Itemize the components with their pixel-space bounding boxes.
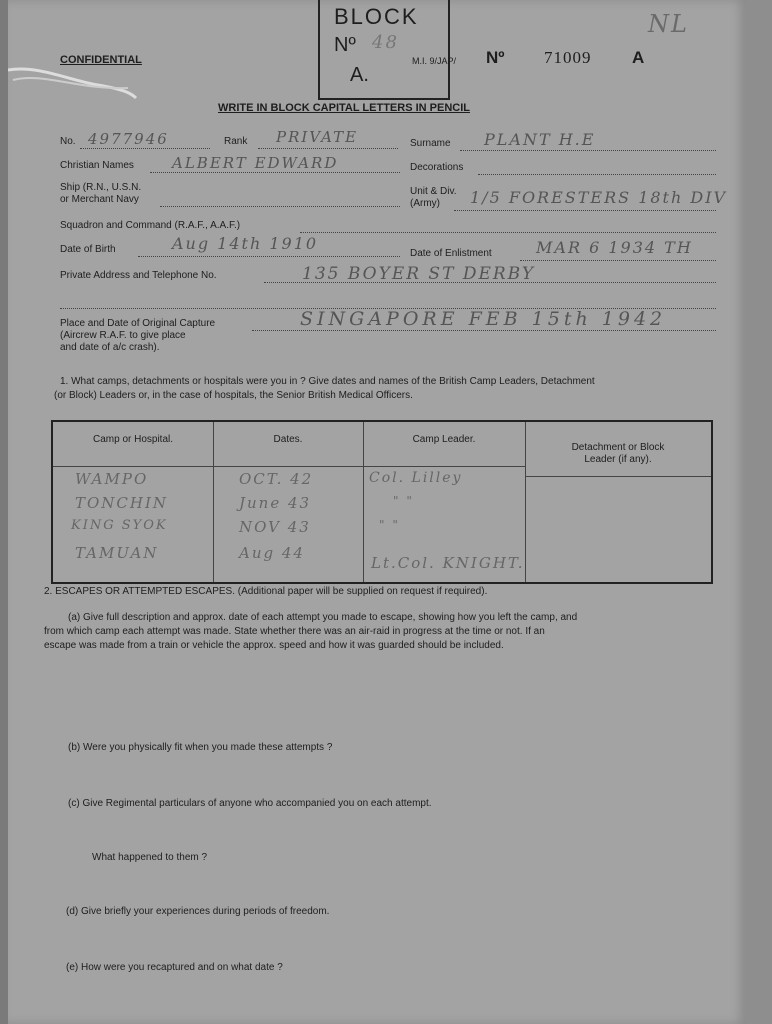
stamp-line2: Nº	[334, 34, 356, 56]
decorations-label: Decorations	[410, 162, 464, 173]
q1-line2: (or Block) Leaders or, in the case of hospitals, the Senior British Medical Officers.	[54, 390, 413, 401]
enlistment-label: Date of Enlistment	[410, 248, 492, 259]
christian-names-value: ALBERT EDWARD	[172, 154, 339, 172]
dob-label: Date of Birth	[60, 244, 116, 255]
address-label: Private Address and Telephone No.	[60, 270, 217, 281]
q2-a-line2: from which camp each attempt was made. State whether there was an air-raid in progress at the time or not. If an	[44, 626, 545, 637]
string-tie	[8, 60, 138, 100]
table-row-3-leader: " "	[379, 518, 400, 532]
table-row-2-camp: TONCHIN	[75, 494, 169, 512]
corner-handwritten-mark: NL	[648, 10, 689, 38]
q2-e: (e) How were you recaptured and on what date ?	[66, 962, 283, 973]
q2-c-followup: What happened to them ?	[92, 852, 208, 863]
pencil-instruction: WRITE IN BLOCK CAPITAL LETTERS IN PENCIL	[218, 102, 470, 114]
q2-d: (d) Give briefly your experiences during periods of freedom.	[66, 906, 330, 917]
q1-line1: 1. What camps, detachments or hospitals were you in ? Give dates and names of the British Camp Leaders, Detachment	[60, 376, 595, 387]
table-row-2-date: June 43	[239, 494, 312, 512]
enlistment-value: MAR 6 1934 TH	[536, 238, 693, 257]
table-row-4-leader: Lt.Col. KNIGHT.	[371, 554, 525, 572]
q2-b: (b) Were you physically fit when you made these attempts ?	[68, 742, 333, 753]
table-row-1-date: OCT. 42	[239, 470, 314, 488]
q2-c: (c) Give Regimental particulars of anyone who accompanied you on each attempt.	[68, 798, 432, 809]
ship-label-1: Ship (R.N., U.S.N.	[60, 182, 142, 193]
surname-label: Surname	[410, 138, 451, 149]
header-dates: Dates.	[273, 434, 303, 445]
form-reference: M.I. 9/JAP/	[412, 56, 457, 66]
unit-label-1: Unit & Div.	[410, 186, 457, 197]
table-row-2-leader: " "	[393, 494, 414, 508]
number-label: Nº	[486, 48, 505, 67]
address-value: 135 BOYER ST DERBY	[302, 264, 536, 284]
unit-label-2: (Army)	[410, 198, 440, 209]
capture-value: SINGAPORE FEB 15th 1942	[300, 308, 667, 330]
capture-label-2: (Aircrew R.A.F. to give place	[60, 330, 186, 341]
dob-value: Aug 14th 1910	[172, 234, 319, 253]
capture-label-3: and date of a/c crash).	[60, 342, 160, 353]
header-camp: Camp or Hospital.	[92, 434, 174, 445]
capture-label-1: Place and Date of Original Capture	[60, 318, 216, 329]
block-stamp	[318, 0, 450, 100]
stamp-line3: A.	[350, 64, 369, 86]
confidential-label: CONFIDENTIAL	[60, 54, 142, 66]
unit-value: 1/5 FORESTERS 18th DIV	[470, 188, 728, 207]
header-camp-leader: Camp Leader.	[412, 434, 476, 445]
camps-table	[51, 420, 713, 584]
squadron-label: Squadron and Command (R.A.F., A.A.F.)	[60, 220, 241, 231]
rank-label: Rank	[224, 136, 248, 147]
no-label: No.	[60, 136, 76, 147]
header-detachment-2: Leader (if any).	[584, 454, 652, 465]
table-row-3-date: NOV 43	[239, 518, 311, 536]
stamp-line1: BLOCK	[334, 4, 419, 29]
ship-label-2: or Merchant Navy	[60, 194, 139, 205]
surname-value: PLANT H.E	[484, 130, 596, 149]
table-row-3-camp: KING SYOK	[71, 518, 168, 533]
table-row-4-date: Aug 44	[239, 544, 305, 562]
form-number-suffix: A	[632, 48, 645, 67]
header-detachment-1: Detachment or Block	[571, 442, 665, 453]
q2-a-line1: (a) Give full description and approx. date of each attempt you made to escape, showing how you left the camp, and	[68, 612, 578, 623]
q2-title: 2. ESCAPES OR ATTEMPTED ESCAPES. (Additional paper will be supplied on request if required).	[44, 586, 488, 597]
no-value: 4977946	[88, 130, 169, 148]
stamp-handwritten-number: 48	[372, 32, 399, 53]
q2-a-line3: escape was made from a train or vehicle the approx. speed and how it was guarded should be included.	[44, 640, 504, 651]
form-page	[8, 0, 746, 1024]
table-row-1-leader: Col. Lilley	[369, 470, 463, 486]
form-number: 71009	[544, 48, 592, 67]
rank-value: PRIVATE	[276, 128, 359, 146]
christian-names-label: Christian Names	[60, 160, 134, 171]
table-row-1-camp: WAMPO	[75, 470, 149, 488]
table-row-4-camp: TAMUAN	[75, 544, 159, 562]
